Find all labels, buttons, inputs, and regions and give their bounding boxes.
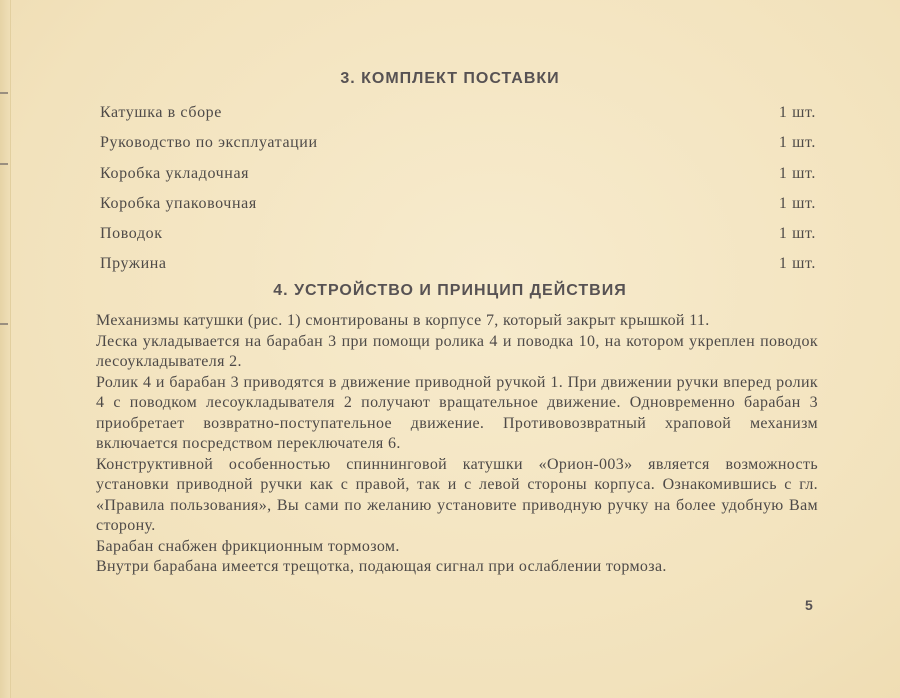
item-name: Пружина	[100, 255, 167, 273]
paragraph: Конструктивной особенностью спиннинговой катушки «Орион-003» является возможность установки приводной ручки как с правой, так и с левой стороны корпуса. Ознакомившись с гл. «Правила пользования», Вы сами по желанию установите приводную ручку на более удобную Вам сторону.	[96, 455, 818, 534]
page-number: 5	[805, 597, 813, 613]
binding-mark	[0, 323, 8, 325]
delivery-set-list	[100, 98, 816, 280]
item-quantity: 1 шт.	[778, 194, 816, 212]
item-quantity: 1 шт.	[778, 104, 816, 121]
list-item	[100, 249, 816, 279]
list-item	[100, 98, 816, 128]
item-quantity: 1 шт.	[778, 255, 816, 273]
section-3-title: 3. КОМПЛЕКТ ПОСТАВКИ	[340, 70, 560, 87]
list-item	[100, 159, 816, 189]
paragraph: Леска укладывается на барабан 3 при помощи ролика 4 и поводка 10, на котором укреплен поводок лесоукладывателя 2.	[96, 332, 818, 370]
binding-mark	[0, 92, 8, 94]
item-name: Коробка укладочная	[100, 164, 250, 182]
paragraph: Внутри барабана имеется трещотка, подающая сигнал при ослаблении тормоза.	[96, 558, 667, 575]
section-4-body	[96, 311, 818, 578]
item-quantity: 1 шт.	[778, 225, 816, 243]
list-item	[100, 189, 816, 219]
item-name: Поводок	[100, 225, 163, 243]
paragraph: Ролик 4 и барабан 3 приводятся в движение приводной ручкой 1. При движении ручки вперед ролик 4 с поводком лесоукладывателя 2 получают вращательное движение. Одновременно барабан 3 приобретает возвратно-поступательное движение. Противовозвратный храповой механизм включается посредством переключателя 6.	[96, 373, 818, 452]
list-item	[100, 219, 816, 249]
section-4-title: 4. УСТРОЙСТВО И ПРИНЦИП ДЕЙСТВИЯ	[273, 282, 627, 299]
item-name: Руководство по эксплуатации	[100, 134, 318, 152]
paragraph: Барабан снабжен фрикционным тормозом.	[96, 537, 400, 555]
paragraph: Механизмы катушки (рис. 1) смонтированы в корпусе 7, который закрыт крышкой 11.	[96, 312, 710, 329]
item-quantity: 1 шт.	[778, 164, 816, 182]
list-item	[100, 128, 816, 158]
binding-edge	[0, 0, 11, 698]
binding-mark	[0, 163, 8, 165]
item-name: Катушка в сборе	[100, 104, 222, 121]
item-quantity: 1 шт.	[778, 134, 816, 152]
item-name: Коробка упаковочная	[100, 194, 257, 212]
